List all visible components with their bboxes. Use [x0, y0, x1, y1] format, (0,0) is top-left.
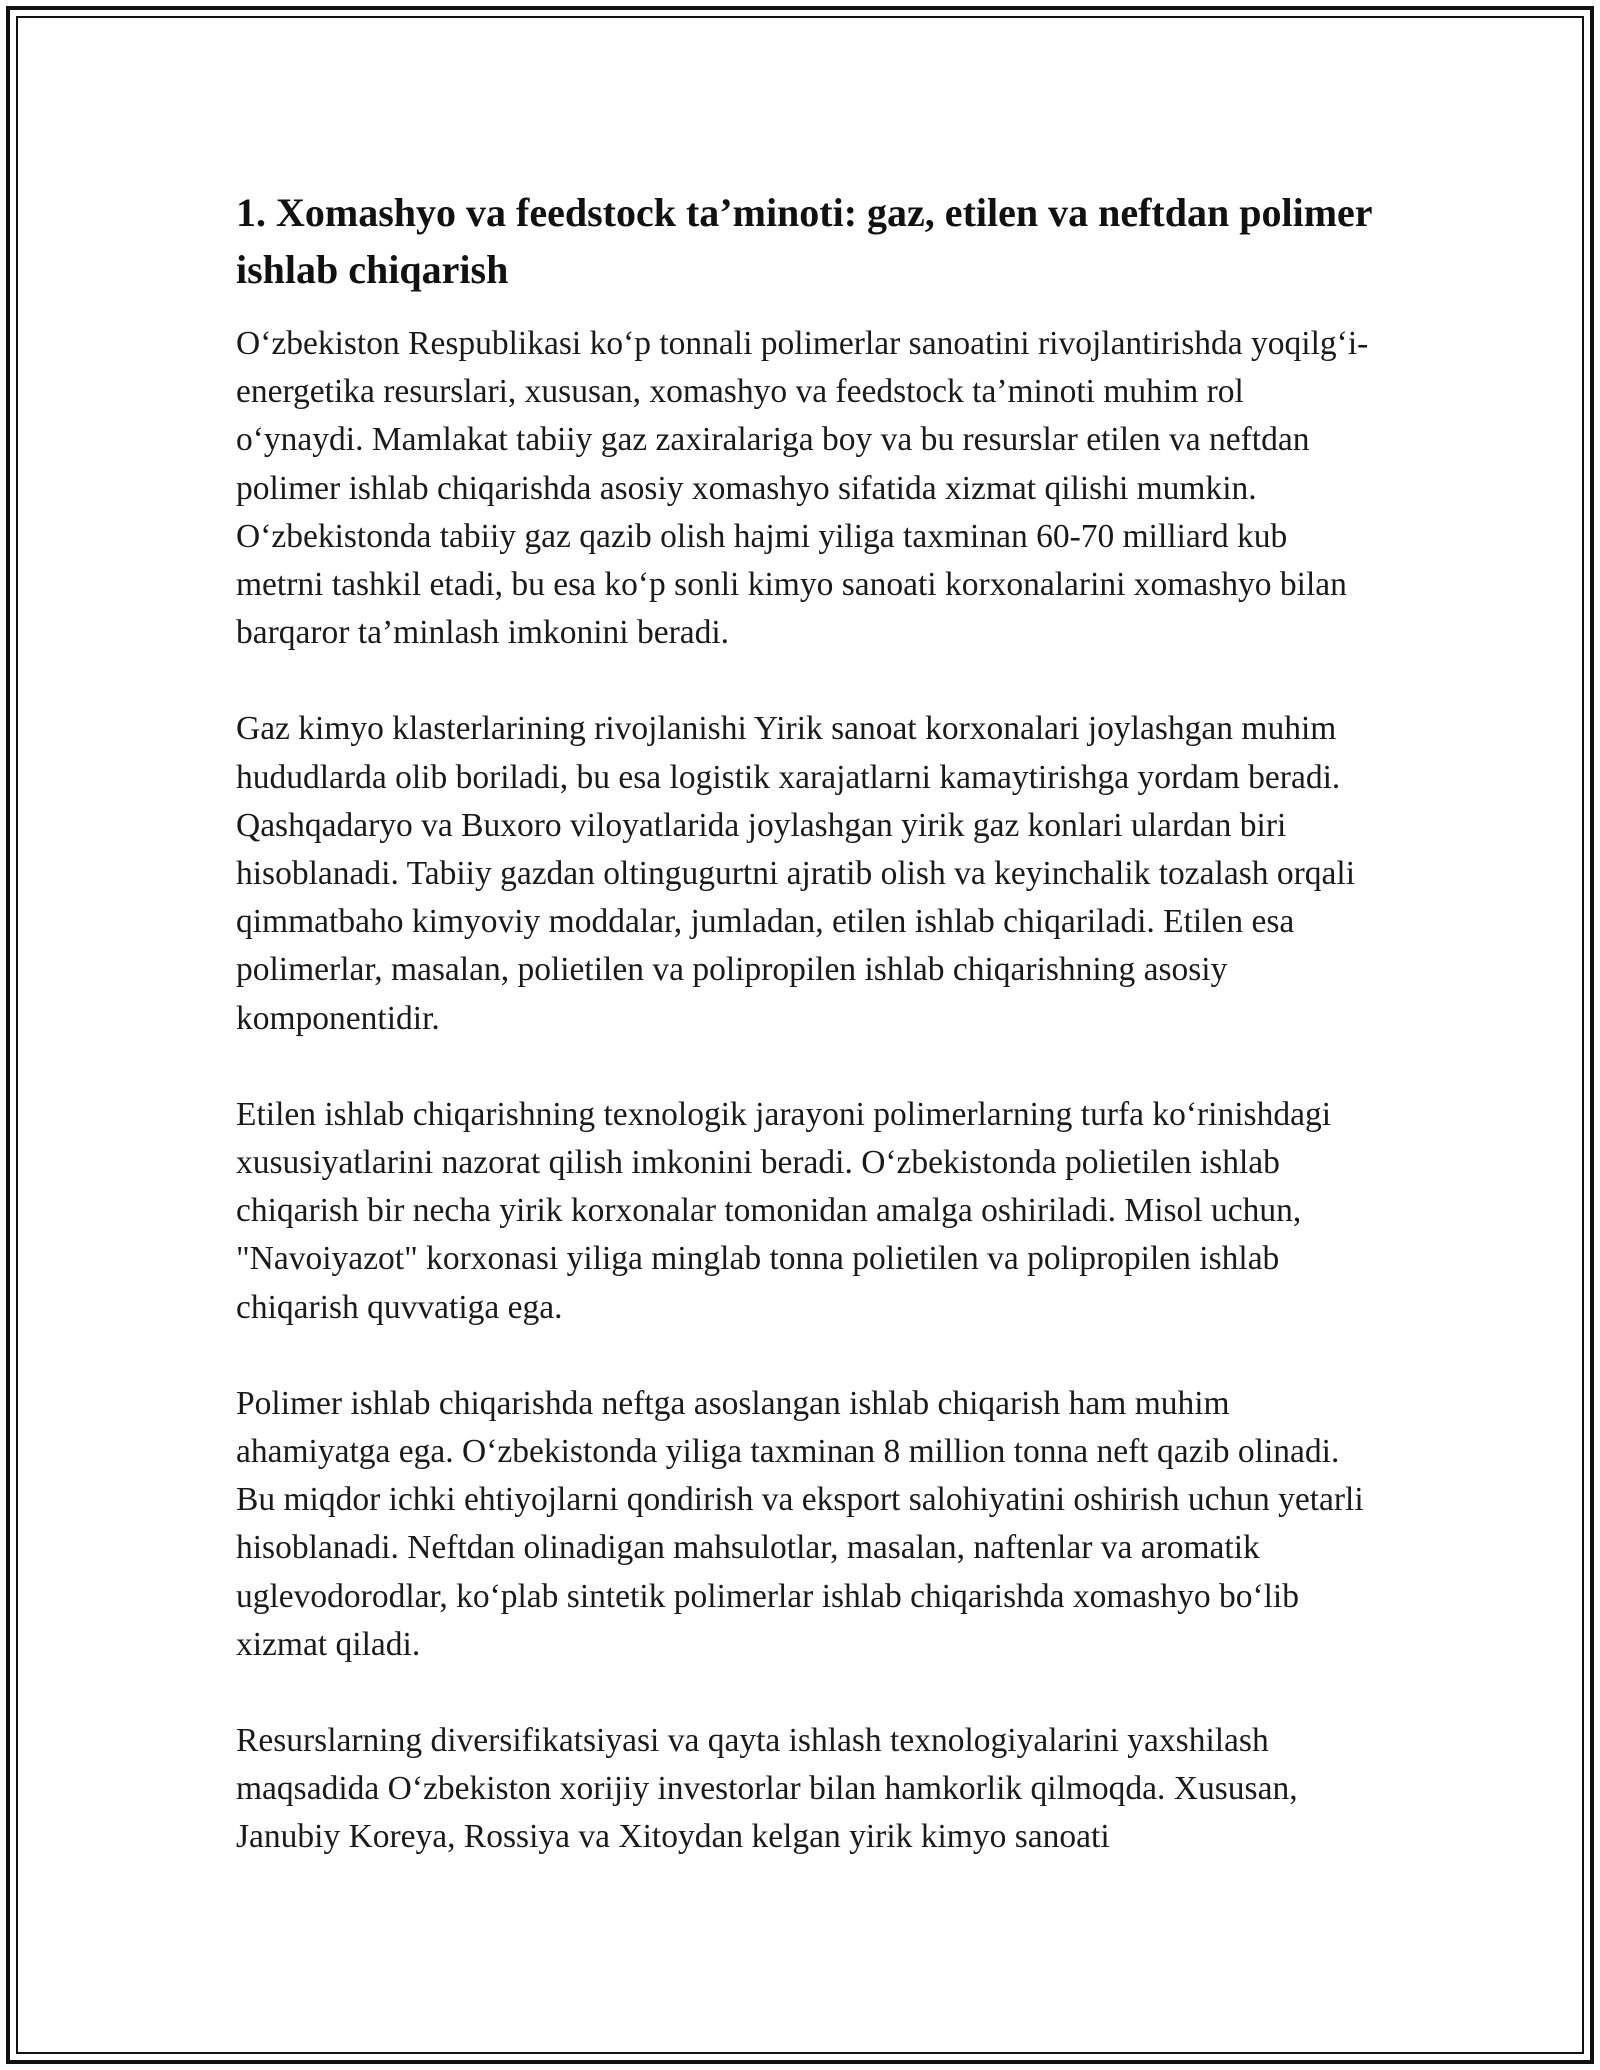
paragraph-2: Gaz kimyo klasterlarining rivojlanishi Yirik sanoat korxonalari joylashgan muhim hududlarda olib boriladi, bu esa logistik xarajatlarni kamaytirishga yordam beradi. Qashqadaryo va Buxoro viloyatlarida joylashgan yirik gaz konlari ulardan biri hisoblanadi. Tabiiy gazdan oltingugurtni ajratib olish va keyinchalik tozalash orqali qimmatbaho kimyoviy moddalar, jumladan, etilen ishlab chiqariladi. Etilen esa polimerlar, masalan, polietilen va polipropilen ishlab chiqarishning asosiy komponentidir.	[236, 710, 1356, 1037]
paragraphs	[236, 320, 1376, 1862]
paragraph-3: Etilen ishlab chiqarishning texnologik jarayoni polimerlarning turfa ko‘rinishdagi xususiyatlarini nazorat qilish imkonini beradi. O‘zbekistonda polietilen ishlab chiqarish bir necha yirik korxonalar tomonidan amalga oshiriladi. Misol uchun, "Navoiyazot" korxonasi yiliga minglab tonna polietilen va polipropilen ishlab chiqarish quvvatiga ega.	[236, 1095, 1332, 1326]
section-heading: 1. Xomashyo va feedstock ta’minoti: gaz, etilen va neftdan polimer ishlab chiqarish	[236, 190, 1372, 292]
paragraph-4: Polimer ishlab chiqarishda neftga asoslangan ishlab chiqarish ham muhim ahamiyatga ega. O‘zbekistonda yiliga taxminan 8 million tonna neft qazib olinadi. Bu miqdor ichki ehtiyojlarni qondirish va eksport salohiyatini oshirish uchun yetarli hisoblanadi. Neftdan olinadigan mahsulotlar, masalan, naftenlar va aromatik uglevodorodlar, ko‘plab sintetik polimerlar ishlab chiqarishda xomashyo bo‘lib xizmat qiladi.	[236, 1384, 1364, 1663]
paragraph-1: O‘zbekiston Respublikasi ko‘p tonnali polimerlar sanoatini rivojlantirishda yoqilg‘i-energetika resurslari, xususan, xomashyo va feedstock ta’minoti muhim rol o‘ynaydi. Mamlakat tabiiy gaz zaxiralariga boy va bu resurslar etilen va neftdan polimer ishlab chiqarishda asosiy xomashyo sifatida xizmat qilishi mumkin. O‘zbekistonda tabiiy gaz qazib olish hajmi yiliga taxminan 60-70 milliard kub metrni tashkil etadi, bu esa ko‘p sonli kimyo sanoati korxonalarini xomashyo bilan barqaror ta’minlash imkonini beradi.	[236, 325, 1369, 652]
document-body	[236, 184, 1376, 1910]
paragraph-5: Resurslarning diversifikatsiyasi va qayta ishlash texnologiyalarini yaxshilash maqsadida O‘zbekiston xorijiy investorlar bilan hamkorlik qilmoqda. Xususan, Janubiy Koreya, Rossiya va Xitoydan kelgan yirik kimyo sanoati	[236, 1722, 1298, 1856]
